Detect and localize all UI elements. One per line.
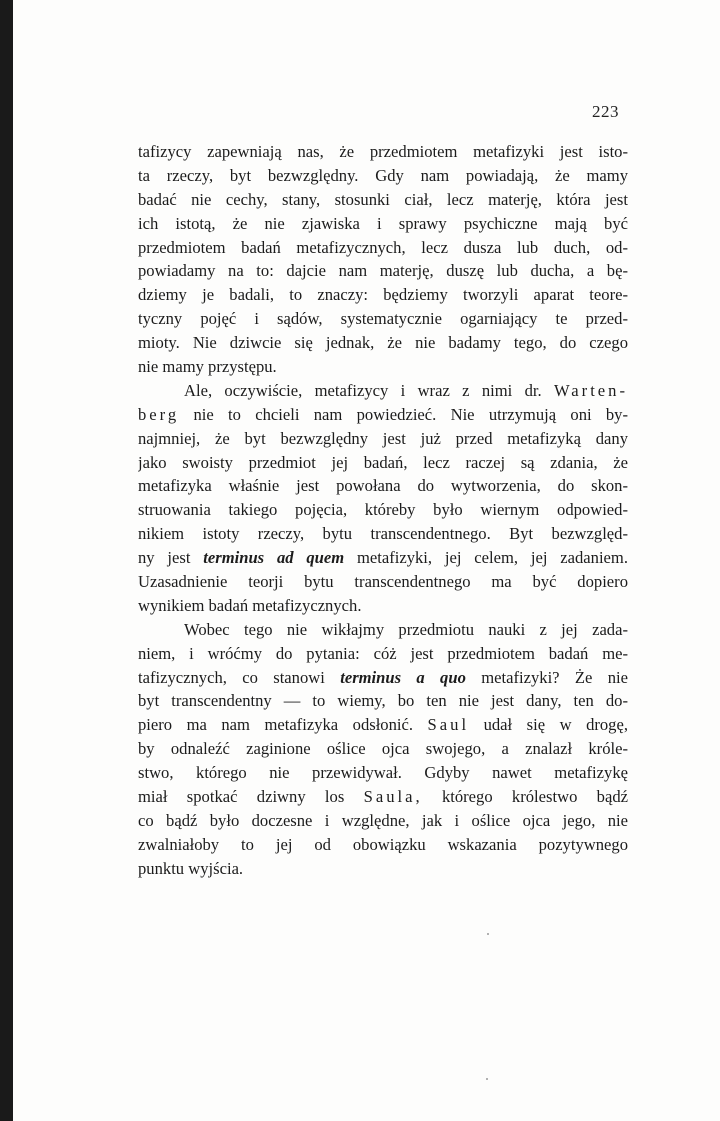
author-name-spaced: Warten- xyxy=(553,380,628,400)
text-line xyxy=(138,666,628,690)
text-line: jako swoisty przedmiot jej badań, lecz raczej są zdania, że xyxy=(138,452,628,472)
text-line: byt transcendentny — to wiemy, bo ten nie jest dany, ten do- xyxy=(138,691,628,711)
text-line xyxy=(138,713,628,737)
latin-term: terminus ad quem xyxy=(203,548,345,568)
text-line: metafizyka właśnie jest powołana do wytworzenia, do skon- xyxy=(138,476,628,496)
text-line: dziemy je badali, to znaczy: będziemy tworzyli aparat teore- xyxy=(138,285,628,305)
text-fragment: którego królestwo bądź xyxy=(441,787,628,807)
text-line: stwo, którego nie przewidywał. Gdyby nawet metafizykę xyxy=(138,763,628,783)
text-line: zwalniałoby to jej od obowiązku wskazania pozytywnego xyxy=(138,834,628,854)
name-spaced: Saula, xyxy=(363,787,423,807)
binding-edge xyxy=(0,0,13,1121)
text-line: Wobec tego nie wikłajmy przedmiotu nauki z jej zada- xyxy=(184,619,628,639)
text-line: nie mamy przystępu. xyxy=(138,357,277,377)
body-text xyxy=(138,140,628,881)
text-line: punktu wyjścia. xyxy=(138,858,244,878)
paragraph-2 xyxy=(138,379,628,618)
text-line: najmniej, że byt bezwzględny jest już przed metafizyką dany xyxy=(138,428,628,448)
page-number: 223 xyxy=(592,102,619,121)
text-line: badać nie cechy, stany, stosunki ciał, lecz materję, która jest xyxy=(138,189,628,209)
text-fragment: miał spotkać dziwny los xyxy=(138,787,345,807)
paragraph-1 xyxy=(138,140,628,379)
paragraph-3 xyxy=(138,618,628,881)
text-line: ich istotą, że nie zjawiska i sprawy psychiczne mają być xyxy=(138,213,628,233)
text-line: co bądź było doczesne i względne, jak i oślice ojca jego, nie xyxy=(138,810,628,830)
text-fragment: udał się w drogę, xyxy=(483,715,628,735)
text-line: mioty. Nie dziwcie się jednak, że nie badamy tego, do czego xyxy=(138,333,628,353)
text-line xyxy=(138,379,628,403)
text-line: struowania takiego pojęcia, któreby było wiernym odpowied- xyxy=(138,500,628,520)
text-line: tyczny pojęć i sądów, systematycznie ogarniający te przed- xyxy=(138,309,628,329)
text-line xyxy=(138,403,628,427)
text-fragment: nie to chcieli nam powiedzieć. Nie utrzymują oni by- xyxy=(193,404,628,424)
text-fragment: metafizyki? Że nie xyxy=(481,667,628,687)
name-spaced: Saul xyxy=(427,715,470,735)
text-fragment: ny jest xyxy=(138,548,191,568)
text-line: niem, i wróćmy do pytania: cóż jest przedmiotem badań me- xyxy=(138,643,628,663)
text-line: ta rzeczy, byt bezwzględny. Gdy nam powiadają, że mamy xyxy=(138,165,628,185)
text-line: powiadamy na to: dajcie nam materję, duszę lub ducha, a bę- xyxy=(138,261,628,281)
author-name-spaced: berg xyxy=(138,404,180,424)
text-fragment: metafizyki, jej celem, jej zadaniem. xyxy=(356,548,628,568)
text-line: nikiem istoty rzeczy, bytu transcendentnego. Byt bezwzględ- xyxy=(138,524,628,544)
text-line xyxy=(138,785,628,809)
latin-term: terminus a quo xyxy=(340,667,466,687)
paper-speck xyxy=(487,933,489,935)
text-line xyxy=(138,546,628,570)
text-fragment: Ale, oczywiście, metafizycy i wraz z nimi dr. xyxy=(184,380,542,400)
text-line: by odnaleźć zaginione oślice ojca swojego, a znalazł króle- xyxy=(138,739,628,759)
paper-speck xyxy=(486,1078,488,1080)
text-line: przedmiotem badań metafizycznych, lecz dusza lub duch, od- xyxy=(138,237,628,257)
text-line: wynikiem badań metafizycznych. xyxy=(138,595,362,615)
text-fragment: tafizycznych, co stanowi xyxy=(138,667,325,687)
text-line: tafizycy zapewniają nas, że przedmiotem metafizyki jest isto- xyxy=(138,142,628,161)
text-line: Uzasadnienie teorji bytu transcendentnego ma być dopiero xyxy=(138,572,628,592)
text-fragment: piero ma nam metafizyka odsłonić. xyxy=(138,715,414,735)
